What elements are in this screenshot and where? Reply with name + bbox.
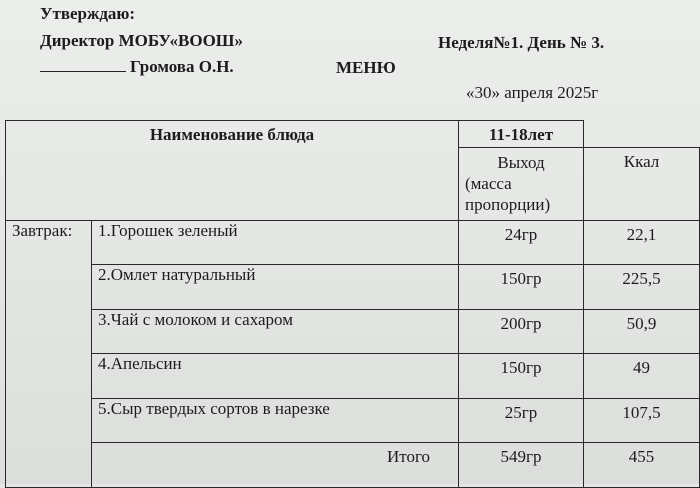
dish-output: 200гр (459, 310, 584, 354)
dish-name-header: Наименование блюда (6, 121, 459, 221)
meal-label: Завтрак: (6, 221, 92, 265)
dish-output: 150гр (459, 354, 584, 399)
header-empty-cell (584, 121, 700, 148)
output-header-line1: Выход (497, 153, 545, 172)
total-label: Итого (92, 443, 459, 488)
kcal-header: Ккал (584, 148, 700, 221)
meal-empty-cell (6, 310, 92, 354)
dish-kcal: 22,1 (584, 221, 700, 265)
dish-kcal: 50,9 (584, 310, 700, 354)
table-row (6, 354, 700, 399)
meal-empty-cell (6, 443, 92, 488)
total-row (6, 443, 700, 488)
signature-name: Громова О.Н. (130, 57, 234, 76)
menu-table (5, 120, 700, 488)
output-header-line2: (масса (465, 174, 512, 193)
table-row (6, 310, 700, 354)
dish-output: 25гр (459, 399, 584, 443)
age-group-header: 11-18лет (459, 121, 584, 148)
dish-name: 1.Горошек зеленый (92, 221, 459, 265)
dish-kcal: 225,5 (584, 265, 700, 310)
approve-label: Утверждаю: (40, 4, 136, 23)
week-day-label: Неделя№1. День № 3. (438, 33, 605, 52)
table-header-row (6, 121, 700, 148)
meal-empty-cell (6, 265, 92, 310)
meal-empty-cell (6, 354, 92, 399)
dish-name: 2.Омлет натуральный (92, 265, 459, 310)
dish-kcal: 49 (584, 354, 700, 399)
table-row (6, 265, 700, 310)
dish-name: 5.Сыр твердых сортов в нарезке (92, 399, 459, 443)
total-output: 549гр (459, 443, 584, 488)
dish-name: 3.Чай с молоком и сахаром (92, 310, 459, 354)
director-line: Директор МОБУ«ВООШ» (40, 31, 243, 50)
dish-name: 4.Апельсин (92, 354, 459, 399)
output-header-line3: пропорции) (465, 195, 551, 214)
signature-blank (40, 57, 126, 72)
dish-output: 24гр (459, 221, 584, 265)
meal-empty-cell (6, 399, 92, 443)
dish-output: 150гр (459, 265, 584, 310)
table-row (6, 221, 700, 265)
table-row (6, 399, 700, 443)
menu-date: «30» апреля 2025г (466, 83, 599, 102)
menu-title: МЕНЮ (336, 58, 396, 77)
output-header (459, 148, 584, 221)
signature-line (40, 57, 234, 77)
total-kcal: 455 (584, 443, 700, 488)
dish-kcal: 107,5 (584, 399, 700, 443)
